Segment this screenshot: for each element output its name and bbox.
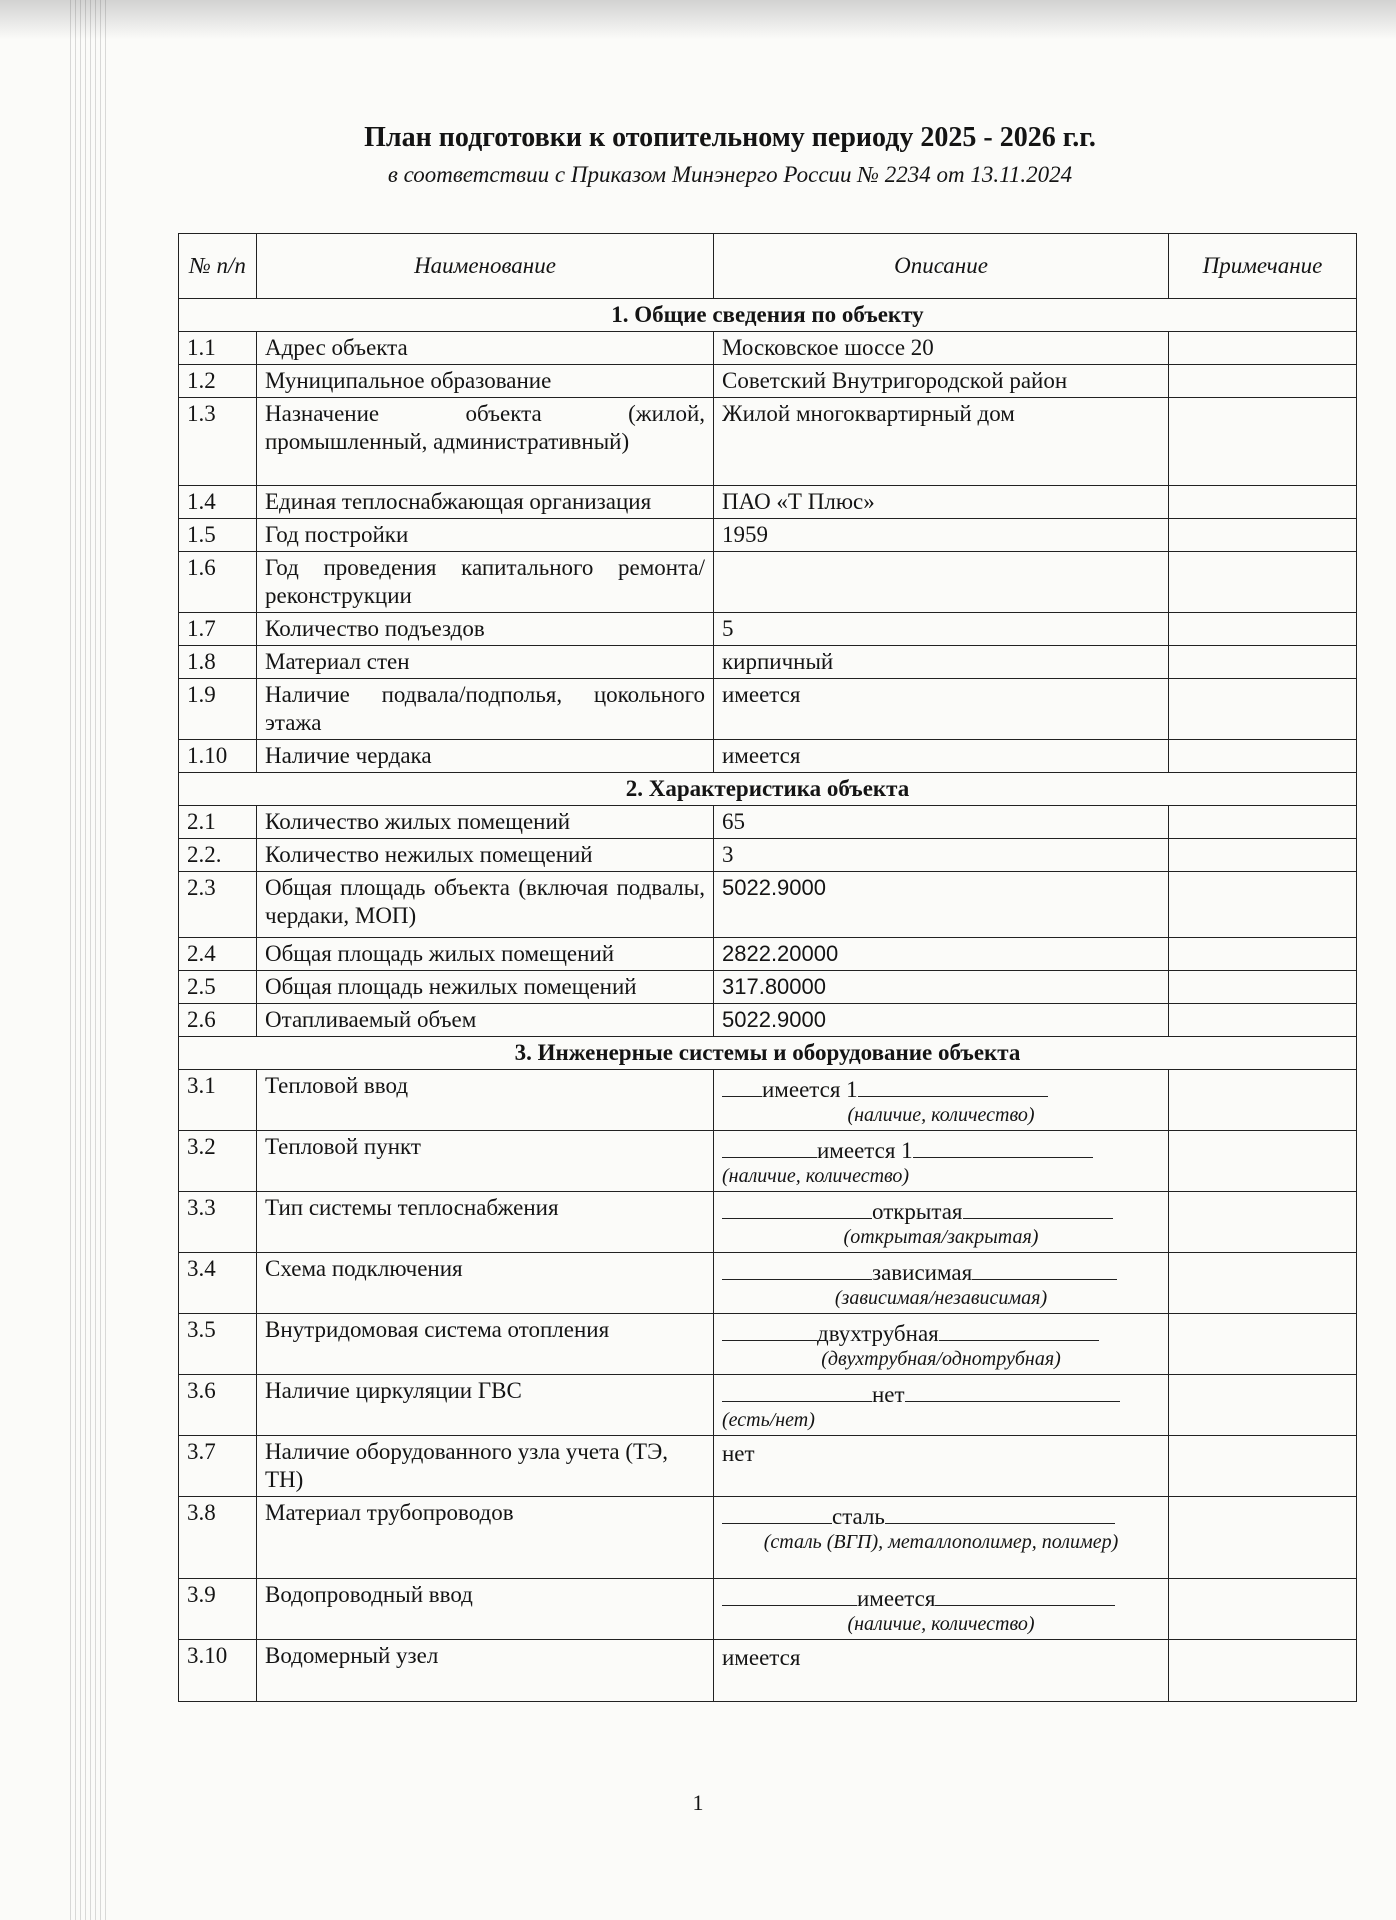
table-row [179,806,1357,839]
row-name: Водопроводный ввод [257,1579,714,1640]
table-row [179,1192,1357,1253]
row-name: Назначение объекта (жилой, промышленный, административный) [257,398,714,486]
row-desc: Жилой многоквартирный дом [714,398,1169,486]
row-desc [714,1375,1169,1436]
table-row [179,1436,1357,1497]
row-name: Общая площадь жилых помещений [257,938,714,971]
row-note [1169,1640,1357,1702]
row-num: 3.3 [179,1192,257,1253]
row-note [1169,332,1357,365]
row-note [1169,1497,1357,1579]
row-num: 2.6 [179,1004,257,1037]
row-num: 1.2 [179,365,257,398]
table-row [179,872,1357,938]
field-hint: (наличие, количество) [722,1165,910,1187]
row-note [1169,740,1357,773]
table-row [179,1640,1357,1702]
filled-value: имеется [857,1586,936,1611]
table-row [179,519,1357,552]
row-name: Общая площадь нежилых помещений [257,971,714,1004]
row-name: Единая теплоснабжающая организация [257,486,714,519]
row-num: 3.6 [179,1375,257,1436]
row-desc: нет [714,1436,1169,1497]
row-num: 2.1 [179,806,257,839]
row-num: 2.2. [179,839,257,872]
row-desc [714,552,1169,613]
row-note [1169,872,1357,938]
row-desc: 3 [714,839,1169,872]
table-row [179,646,1357,679]
row-name: Тепловой пункт [257,1131,714,1192]
row-desc: 2822.20000 [714,938,1169,971]
field-hint: (наличие, количество) [847,1613,1035,1635]
row-note [1169,519,1357,552]
filled-value: зависимая [872,1260,973,1285]
row-desc [714,1192,1169,1253]
row-name: Наличие циркуляции ГВС [257,1375,714,1436]
row-desc: кирпичный [714,646,1169,679]
table-row [179,1497,1357,1579]
field-hint: (двухтрубная/однотрубная) [821,1348,1061,1370]
section-row [179,773,1357,806]
row-name: Муниципальное образование [257,365,714,398]
row-name: Внутридомовая система отопления [257,1314,714,1375]
row-note [1169,552,1357,613]
row-desc: 5022.9000 [714,1004,1169,1037]
row-name: Схема подключения [257,1253,714,1314]
row-desc: 5022.9000 [714,872,1169,938]
table-row [179,1131,1357,1192]
row-num: 1.6 [179,552,257,613]
table-row [179,1579,1357,1640]
table-row [179,332,1357,365]
field-hint: (открытая/закрытая) [843,1226,1039,1248]
row-num: 3.4 [179,1253,257,1314]
section-row [179,1037,1357,1070]
row-num: 2.4 [179,938,257,971]
header-desc: Описание [714,234,1169,299]
row-name: Наличие чердака [257,740,714,773]
section-title: 3. Инженерные системы и оборудование объекта [179,1037,1357,1070]
row-desc [714,1497,1169,1579]
table-row [179,613,1357,646]
row-desc: имеется [714,679,1169,740]
row-note [1169,1579,1357,1640]
row-note [1169,1004,1357,1037]
row-name: Тип системы теплоснабжения [257,1192,714,1253]
row-note [1169,1375,1357,1436]
row-num: 1.8 [179,646,257,679]
row-note [1169,1436,1357,1497]
row-num: 1.3 [179,398,257,486]
row-name: Водомерный узел [257,1640,714,1702]
section-title: 1. Общие сведения по объекту [179,299,1357,332]
row-note [1169,613,1357,646]
row-desc: 5 [714,613,1169,646]
row-name: Наличие подвала/подполья, цокольного этажа [257,679,714,740]
header-note: Примечание [1169,234,1357,299]
filled-value: открытая [872,1199,963,1224]
table-row [179,1004,1357,1037]
row-desc: 1959 [714,519,1169,552]
plan-table [178,233,1357,1702]
row-desc [714,1579,1169,1640]
row-note [1169,1253,1357,1314]
filled-value: имеется 1 [762,1077,858,1102]
filled-value: имеется 1 [817,1138,913,1163]
row-name: Год постройки [257,519,714,552]
row-num: 1.4 [179,486,257,519]
row-note [1169,1131,1357,1192]
row-num: 1.10 [179,740,257,773]
document-subtitle: в соответствии с Приказом Минэнерго России № 2234 от 13.11.2024 [387,162,1073,187]
row-desc [714,1253,1169,1314]
row-name: Адрес объекта [257,332,714,365]
row-desc [714,1070,1169,1131]
row-note [1169,806,1357,839]
table-row [179,552,1357,613]
filled-value: нет [872,1382,905,1407]
row-desc: Московское шоссе 20 [714,332,1169,365]
filled-value: сталь [832,1504,885,1529]
row-name: Отапливаемый объем [257,1004,714,1037]
row-name: Год проведения капитального ремонта/реконструкции [257,552,714,613]
table-row [179,365,1357,398]
row-num: 3.1 [179,1070,257,1131]
row-note [1169,938,1357,971]
row-note [1169,365,1357,398]
row-note [1169,679,1357,740]
section-title: 2. Характеристика объекта [179,773,1357,806]
table-row [179,938,1357,971]
scan-shadow-top [0,0,1396,40]
row-note [1169,1070,1357,1131]
table-row [179,1070,1357,1131]
row-num: 1.5 [179,519,257,552]
row-num: 1.7 [179,613,257,646]
table-row [179,839,1357,872]
row-name: Количество нежилых помещений [257,839,714,872]
table-row [179,679,1357,740]
row-desc: Советский Внутригородской район [714,365,1169,398]
row-name: Общая площадь объекта (включая подвалы, чердаки, МОП) [257,872,714,938]
table-row [179,1375,1357,1436]
row-note [1169,1314,1357,1375]
row-note [1169,971,1357,1004]
row-name: Количество жилых помещений [257,806,714,839]
row-num: 3.2 [179,1131,257,1192]
row-note [1169,398,1357,486]
row-num: 3.7 [179,1436,257,1497]
row-name: Тепловой ввод [257,1070,714,1131]
row-name: Количество подъездов [257,613,714,646]
row-note [1169,646,1357,679]
row-desc: 65 [714,806,1169,839]
row-desc [714,1131,1169,1192]
header-num: № п/п [179,234,257,299]
table-row [179,740,1357,773]
field-hint: (есть/нет) [722,1409,815,1431]
row-num: 2.5 [179,971,257,1004]
row-name: Наличие оборудованного узла учета (ТЭ, ТН) [257,1436,714,1497]
row-desc [714,1314,1169,1375]
row-num: 2.3 [179,872,257,938]
scan-binding-edge [70,0,110,1920]
row-num: 3.5 [179,1314,257,1375]
row-num: 3.8 [179,1497,257,1579]
row-note [1169,486,1357,519]
page-number: 1 [692,1790,704,1815]
row-num: 3.10 [179,1640,257,1702]
document-title: План подготовки к отопительному периоду 2025 - 2026 г.г. [364,122,1096,153]
row-num: 1.1 [179,332,257,365]
row-desc: имеется [714,740,1169,773]
row-desc: ПАО «Т Плюс» [714,486,1169,519]
field-hint: (сталь (ВГП), металлополимер, полимер) [763,1531,1119,1553]
table-row [179,1253,1357,1314]
field-hint: (зависимая/независимая) [834,1287,1048,1309]
table-row [179,398,1357,486]
row-num: 1.9 [179,679,257,740]
row-desc: имеется [714,1640,1169,1702]
filled-value: двухтрубная [817,1321,939,1346]
row-note [1169,839,1357,872]
row-name: Материал стен [257,646,714,679]
table-row [179,486,1357,519]
row-name: Материал трубопроводов [257,1497,714,1579]
section-row [179,299,1357,332]
table-row [179,1314,1357,1375]
field-hint: (наличие, количество) [847,1104,1035,1126]
row-num: 3.9 [179,1579,257,1640]
table-header-row [179,234,1357,299]
table-row [179,971,1357,1004]
header-name: Наименование [257,234,714,299]
row-desc: 317.80000 [714,971,1169,1004]
row-note [1169,1192,1357,1253]
